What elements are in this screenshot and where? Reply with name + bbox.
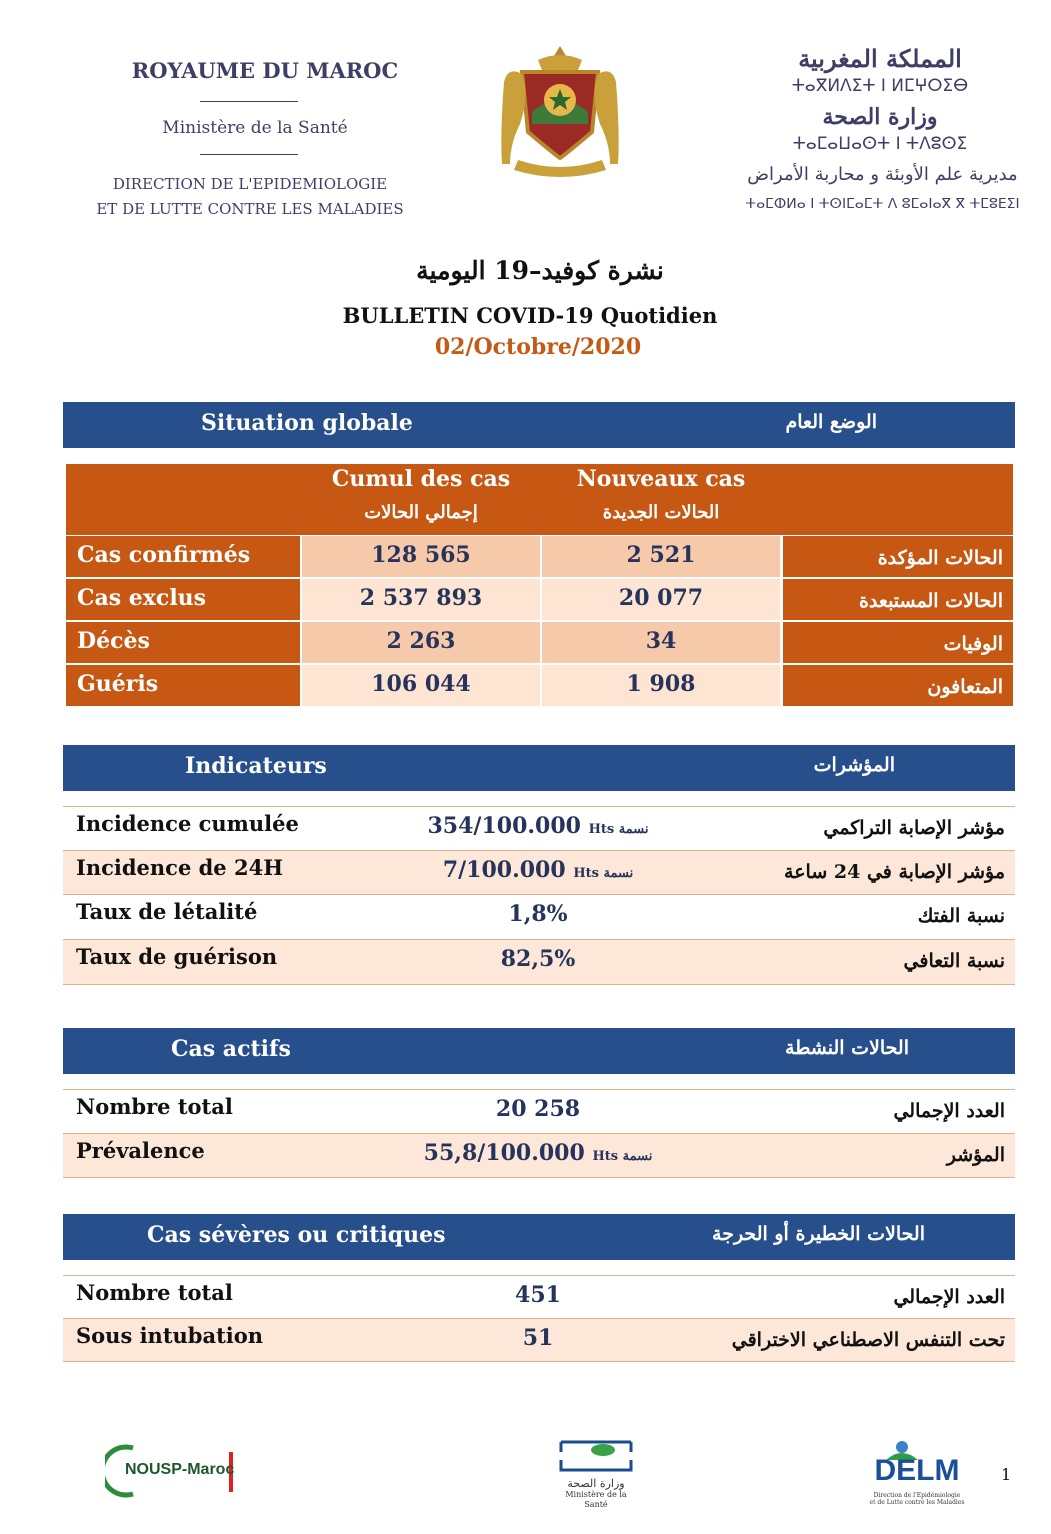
- severes-value: 451: [515, 1282, 561, 1308]
- indicator-row: [63, 806, 1015, 850]
- severes-label-fr: Nombre total: [76, 1280, 233, 1305]
- actifs-value: [323, 1140, 753, 1166]
- section-bar-indicateurs: [63, 745, 1015, 791]
- row-label-fr: Cas exclus: [66, 579, 300, 620]
- section-bar-situation: [63, 402, 1015, 448]
- table-row: [66, 536, 1013, 577]
- row-label-ar: المتعافون: [783, 665, 1013, 706]
- row-label-fr: Cas confirmés: [66, 536, 300, 577]
- indicator-value: [323, 813, 753, 839]
- header-direction-ar: مديرية علم الأوبئة و محاربة الأمراض: [747, 164, 1018, 185]
- table-row: [66, 622, 1013, 663]
- bulletin-title-fr: BULLETIN COVID-19 Quotidien: [342, 303, 718, 328]
- indicator-label-ar: مؤشر الإصابة في 24 ساعة: [784, 861, 1005, 883]
- section-title-ar: الحالات النشطة: [785, 1037, 909, 1059]
- cumul-value: 128 565: [302, 536, 540, 577]
- indicator-label-fr: Incidence de 24H: [76, 855, 284, 880]
- section-title-fr: Cas sévères ou critiques: [147, 1222, 446, 1248]
- delm-sub-1: Direction de l'Epidémiologie: [873, 1492, 961, 1499]
- header-direction-tz: ⵜⴰⵎⵀⵍⴰ ⵏ ⵜⵙⵏⵎⴰⵎⵜ ⴷ ⵓⵎⴰⵏⴰⴳ ⴳ ⵜⵎⵓⴹⵉⵏ: [745, 196, 1020, 212]
- table-row: [66, 665, 1013, 706]
- actifs-label-ar: العدد الإجمالي: [893, 1100, 1005, 1122]
- new-value: 20 077: [542, 579, 780, 620]
- delm-sub-2: et de Lutte contre les Maladies: [869, 1499, 965, 1506]
- table-header: [66, 464, 1013, 535]
- header-direction-fr: [90, 172, 410, 222]
- unit-text: Hts نسمة: [588, 822, 649, 837]
- cumul-value: 106 044: [302, 665, 540, 706]
- unit-text: Hts نسمة: [592, 1149, 653, 1164]
- row-label-fr: Guéris: [66, 665, 300, 706]
- indicator-label-fr: Incidence cumulée: [76, 811, 299, 836]
- new-value: 34: [542, 622, 780, 663]
- section-bar-actifs: [63, 1028, 1015, 1074]
- ministry-logo-fr: Ministère de la Santé: [565, 1490, 627, 1509]
- indicator-value: 82,5%: [500, 946, 576, 972]
- cumul-value: 2 263: [302, 622, 540, 663]
- table-row: [66, 579, 1013, 620]
- divider: [200, 101, 298, 102]
- nousp-logo: [105, 1442, 235, 1500]
- header-kingdom-ar: المملكة المغربية: [798, 44, 962, 73]
- row-label-fr: Décès: [66, 622, 300, 663]
- indicator-label-ar: نسبة الفتك: [917, 905, 1005, 927]
- section-title-fr: Situation globale: [201, 410, 413, 436]
- severes-row: [63, 1318, 1015, 1362]
- unit-text: Hts نسمة: [573, 866, 634, 881]
- row-label-ar: الحالات المستبعدة: [783, 579, 1013, 620]
- bulletin-date: 02/Octobre/2020: [434, 334, 642, 360]
- section-title-ar: الحالات الخطيرة أو الحرجة: [712, 1223, 925, 1245]
- indicator-row: [63, 894, 1015, 938]
- header-kingdom-fr: ROYAUME DU MAROC: [131, 58, 399, 83]
- direction-line-1: DIRECTION DE L'EPIDEMIOLOGIE: [112, 175, 388, 193]
- value-text: 55,8/100.000: [423, 1140, 585, 1166]
- actifs-label-fr: Nombre total: [76, 1094, 233, 1119]
- ministry-logo-icon: [553, 1438, 639, 1474]
- section-bar-severes: [63, 1214, 1015, 1260]
- indicator-label-ar: مؤشر الإصابة التراكمي: [823, 817, 1005, 839]
- severes-label-ar: العدد الإجمالي: [893, 1286, 1005, 1308]
- col-cumul-fr: Cumul des cas: [331, 466, 511, 492]
- severes-label-fr: Sous intubation: [76, 1323, 264, 1348]
- header-ministry-ar: وزارة الصحة: [822, 104, 938, 130]
- page-number: 1: [1001, 1465, 1012, 1484]
- actifs-value: 20 258: [495, 1096, 581, 1122]
- indicator-row: [63, 850, 1015, 894]
- indicator-value: 1,8%: [508, 901, 568, 927]
- actifs-row: [63, 1133, 1015, 1178]
- direction-line-2: ET DE LUTTE CONTRE LES MALADIES: [96, 200, 404, 218]
- row-label-ar: الحالات المؤكدة: [783, 536, 1013, 577]
- section-title-fr: Cas actifs: [171, 1036, 291, 1062]
- divider: [200, 154, 298, 155]
- section-title-ar: الوضع العام: [785, 411, 877, 433]
- nousp-text: NOUSP-Maroc: [125, 1461, 235, 1478]
- indicator-label-fr: Taux de létalité: [76, 899, 258, 924]
- row-label-ar: الوفيات: [783, 622, 1013, 663]
- header-ministry-tz: ⵜⴰⵎⴰⵡⴰⵙⵜ ⵏ ⵜⴷⵓⵙⵉ: [792, 134, 968, 154]
- indicator-label-ar: نسبة التعافي: [903, 950, 1005, 972]
- header-ministry-fr: Ministère de la Santé: [162, 118, 348, 138]
- delm-text: DELM: [874, 1454, 960, 1487]
- actifs-row: [63, 1089, 1015, 1133]
- bulletin-title-ar: نشرة كوفيد–19 اليومية: [416, 256, 664, 285]
- actifs-label-fr: Prévalence: [76, 1138, 205, 1163]
- new-value: 1 908: [542, 665, 780, 706]
- section-title-ar: المؤشرات: [813, 754, 895, 776]
- value-text: 7/100.000: [442, 857, 566, 883]
- severes-label-ar: تحت التنفس الاصطناعي الاختراقي: [731, 1329, 1005, 1351]
- indicator-row: [63, 939, 1015, 985]
- ministry-logo: [553, 1438, 639, 1508]
- coat-of-arms-icon: [498, 42, 622, 180]
- ministry-logo-ar: وزارة الصحة: [567, 1477, 625, 1490]
- severes-value: 51: [522, 1325, 554, 1351]
- col-new-ar: الحالات الجديدة: [602, 502, 720, 523]
- indicator-value: [323, 857, 753, 883]
- delm-logo: [862, 1440, 972, 1510]
- section-title-fr: Indicateurs: [185, 753, 327, 779]
- severes-row: [63, 1275, 1015, 1319]
- value-text: 354/100.000: [427, 813, 581, 839]
- col-cumul-ar: إجمالي الحالات: [364, 502, 478, 523]
- header-kingdom-tz: ⵜⴰⴳⵍⴷⵉⵜ ⵏ ⵍⵎⵖⵔⵉⴱ: [791, 76, 969, 96]
- cumul-value: 2 537 893: [302, 579, 540, 620]
- new-value: 2 521: [542, 536, 780, 577]
- col-new-fr: Nouveaux cas: [576, 466, 746, 492]
- indicator-label-fr: Taux de guérison: [76, 944, 278, 969]
- actifs-label-ar: المؤشر: [946, 1144, 1005, 1166]
